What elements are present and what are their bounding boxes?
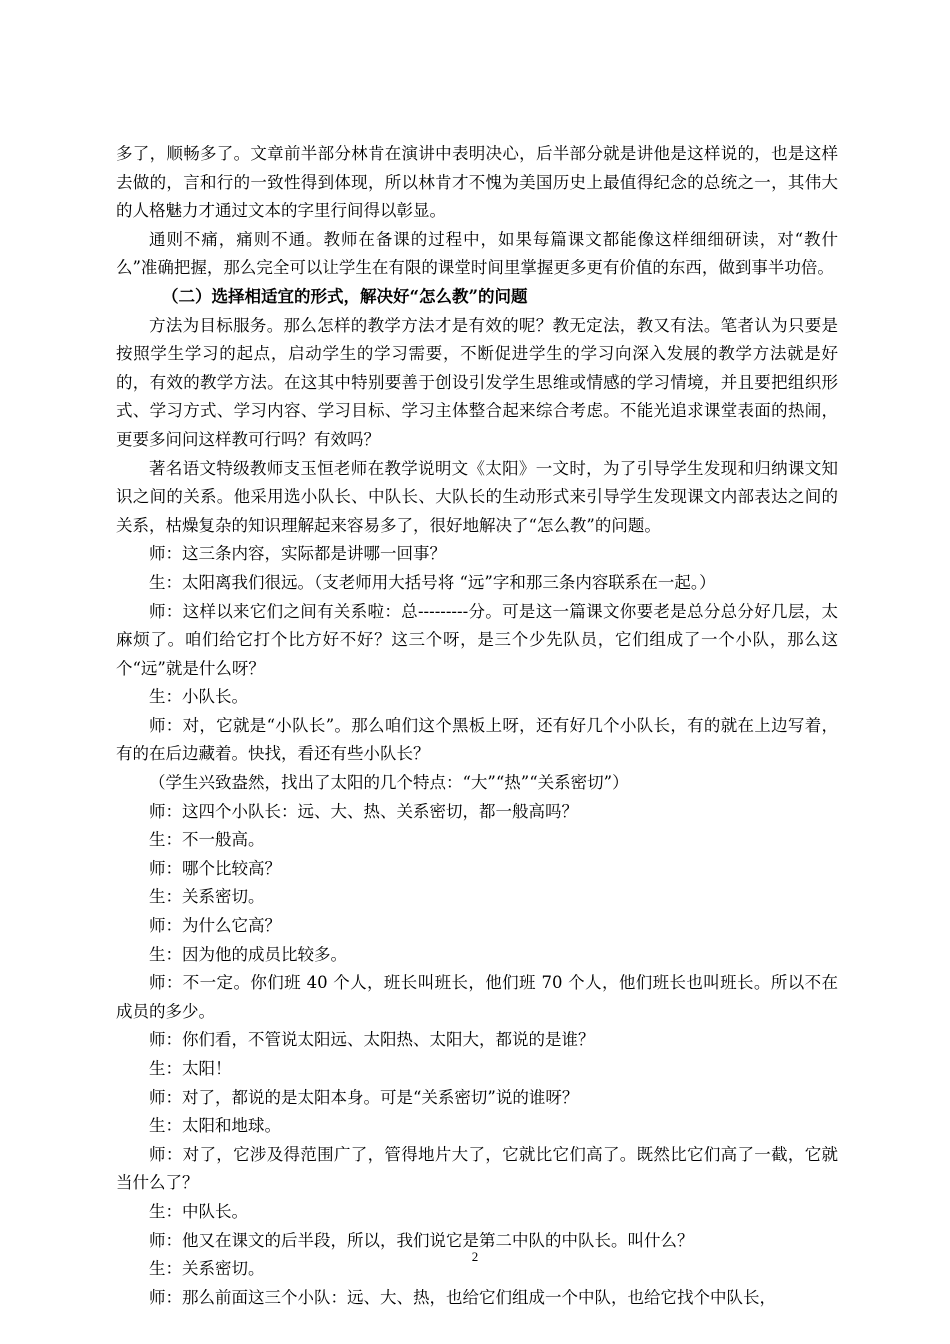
- dialogue-line: 生：不一般高。: [149, 830, 265, 850]
- dialogue-line: 生：因为他的成员比较多。: [149, 944, 347, 964]
- dialogue-line: 师：他又在课文的后半段，所以，我们说它是第二中队的中队长。叫什么？: [149, 1230, 694, 1250]
- dialogue-line: 生：太阳离我们很远。（支老师用大括号将 “远”字和那三条内容联系在一起。）: [149, 572, 716, 592]
- body-text: [116, 140, 838, 1312]
- dialogue-line: 生：太阳和地球。: [149, 1116, 281, 1136]
- dialogue-line: 生：关系密切。: [149, 1259, 265, 1279]
- dialogue-line: 师：你们看，不管说太阳远、太阳热、太阳大，都说的是谁？: [149, 1030, 595, 1050]
- dialogue-line: 师：这样以来它们之间有关系啦：总---------分。可是这一篇课文你要老是总分总分好几层，太麻烦了。咱们给它打个比方好不好？这三个呀，是三个少先队员，它们组成了一个小队，那么这个“远”就是什么呀？: [116, 601, 838, 678]
- dialogue-line: 师：这四个小队长：远、大、热、关系密切，都一般高吗？: [149, 801, 578, 821]
- dialogue-line: 师：那么前面这三个小队：远、大、热，也给它们组成一个中队，也给它找个中队长，: [149, 1287, 776, 1307]
- dialogue-line: 师：对了，它涉及得范围广了，管得地片大了，它就比它们高了。既然比它们高了一截，它就当什么了？: [116, 1144, 838, 1193]
- dialogue-line: 生：小队长。: [149, 687, 248, 707]
- dialogue-line: 生：太阳！: [149, 1059, 232, 1078]
- paragraph-continuation: 多了，顺畅多了。文章前半部分林肯在演讲中表明决心，后半部分就是讲他是这样说的，也是这样去做的，言和行的一致性得到体现，所以林肯才不愧为美国历史上最值得纪念的总统之一，其伟大的人格魅力才通过文本的字里行间得以彰显。: [116, 144, 838, 221]
- dialogue-line: 师：对，它就是“小队长”。那么咱们这个黑板上呀，还有好几个小队长，有的就在上边写着，有的在后边藏着。快找，看还有些小队长？: [116, 715, 838, 764]
- dialogue-line: 生：中队长。: [149, 1201, 248, 1221]
- dialogue-line: 师：这三条内容，实际都是讲哪一回事？: [149, 544, 446, 564]
- paragraph: 通则不痛，痛则不通。教师在备课的过程中，如果每篇课文都能像这样细细研读，对“教什么”准确把握，那么完全可以让学生在有限的课堂时间里掌握更多更有价值的东西，做到事半功倍。: [116, 229, 838, 278]
- dialogue-line: 师：不一定。你们班 40 个人，班长叫班长，他们班 70 个人，他们班长也叫班长。所以不在成员的多少。: [116, 973, 838, 1021]
- stage-note: （学生兴致盎然，找出了太阳的几个特点：“大”“热”“关系密切”）: [149, 773, 629, 793]
- dialogue-line: 师：哪个比较高？: [149, 858, 281, 878]
- dialogue-line: 师：为什么它高？: [149, 916, 281, 936]
- paragraph: 方法为目标服务。那么怎样的教学方法才是有效的呢？教无定法，教又有法。笔者认为只要是按照学生学习的起点，启动学生的学习需要，不断促进学生的学习向深入发展的教学方法就是好的，有效的教学方法。在这其中特别要善于创设引发学生思维或情感的学习情境，并且要把组织形式、学习方式、学习内容、学习目标、学习主体整合起来综合考虑。不能光追求课堂表面的热闹，更要多问问这样教可行吗？有效吗？: [116, 315, 838, 449]
- dialogue-line: 师：对了，都说的是太阳本身。可是“关系密切”说的谁呀？: [149, 1087, 579, 1107]
- dialogue-line: 生：关系密切。: [149, 887, 265, 907]
- page-number: 2: [471, 1249, 479, 1264]
- section-heading: （二）选择相适宜的形式，解决好“怎么教”的问题: [162, 286, 528, 306]
- paragraph: 著名语文特级教师支玉恒老师在教学说明文《太阳》一文时，为了引导学生发现和归纳课文知识之间的关系。他采用选小队长、中队长、大队长的生动形式来引导学生发现课文内部表达之间的关系，枯燥复杂的知识理解起来容易多了，很好地解决了“怎么教”的问题。: [116, 458, 838, 535]
